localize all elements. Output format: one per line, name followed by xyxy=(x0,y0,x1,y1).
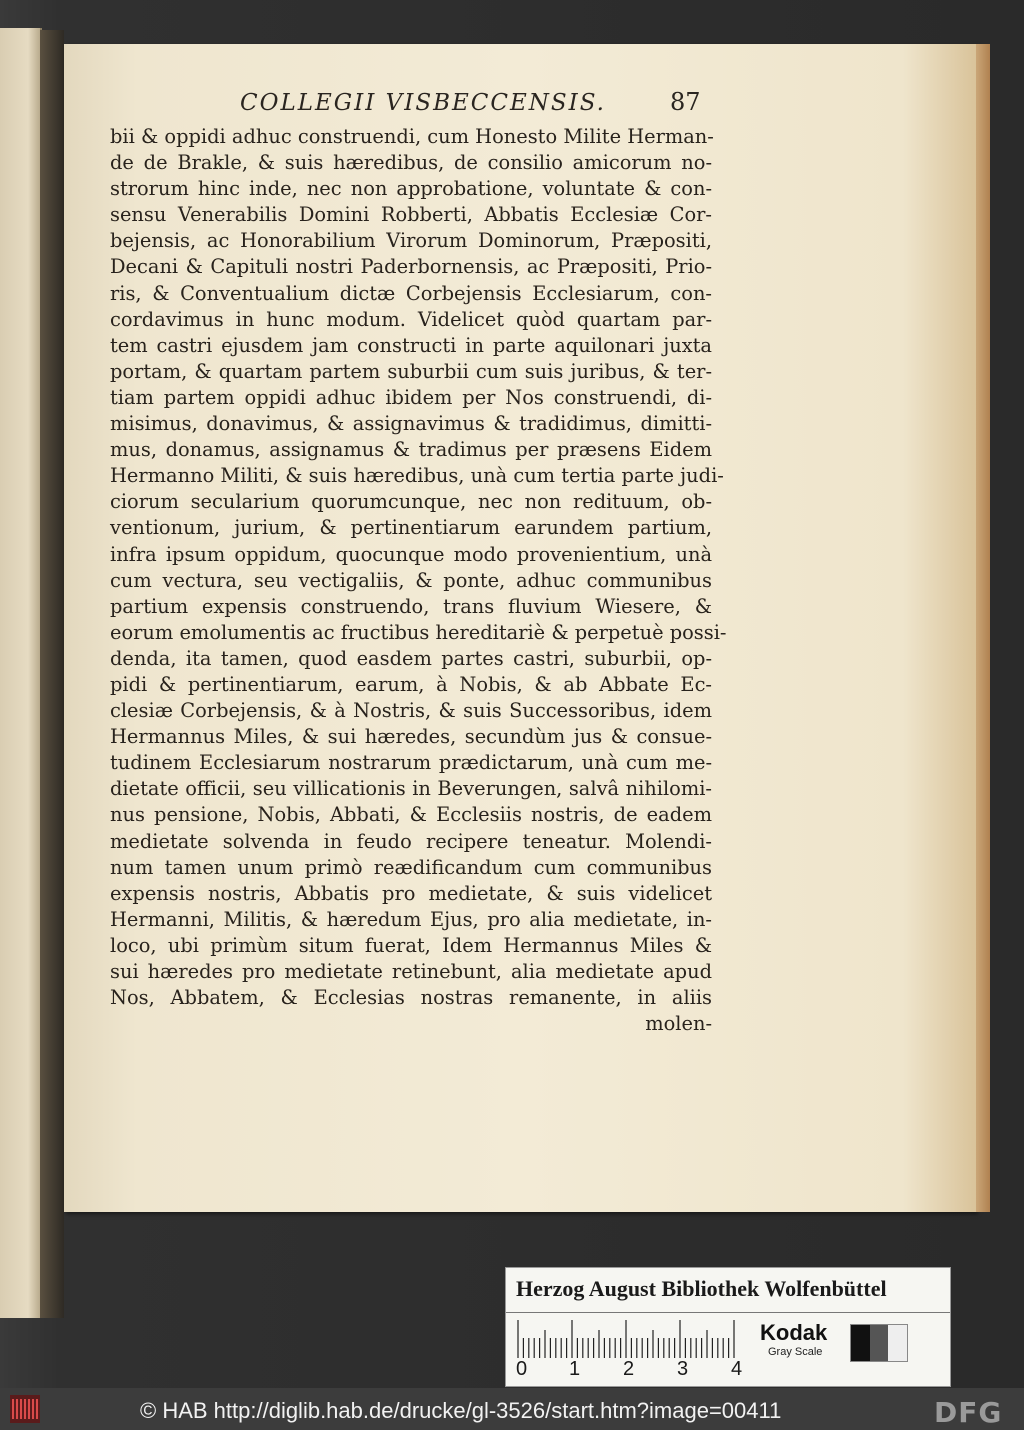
ruler-numbers xyxy=(516,1358,756,1382)
text-line: cordavimus in hunc modum. Videlicet quòd quartam par- xyxy=(110,307,712,331)
gray-scale-patches xyxy=(850,1324,908,1362)
hab-logo-icon xyxy=(10,1395,40,1423)
text-line: ciorum secularium quorumcunque, nec non redituum, ob- xyxy=(110,490,712,514)
text-line: denda, ita tamen, quod easdem partes castri, suburbii, op- xyxy=(110,646,712,670)
body-text xyxy=(110,124,727,1037)
text-line: tudinem Ecclesiarum nostrarum prædictarum, unà cum me- xyxy=(110,751,712,775)
page-number: 87 xyxy=(670,88,701,116)
kodak-logo: Kodak xyxy=(760,1320,828,1345)
text-line: Decani & Capituli nostri Paderbornensis, ac Præpositi, Prio- xyxy=(110,255,712,279)
running-head: COLLEGII VISBECCENSIS. xyxy=(240,90,606,116)
text-line: clesiæ Corbejensis, & à Nostris, & suis Successoribus, idem xyxy=(110,699,712,723)
text-line: dietate officii, seu villicationis in Beverungen, salvâ nihilomi- xyxy=(110,777,712,801)
text-line: expensis nostris, Abbatis pro medietate, & suis videlicet xyxy=(110,881,712,905)
text-line: tem castri ejusdem jam constructi in parte aquilonari juxta xyxy=(110,333,712,357)
text-line: ris, & Conventualium dictæ Corbejensis Ecclesiarum, con- xyxy=(110,281,712,305)
text-line: ventionum, jurium, & pertinentiarum earundem partium, xyxy=(110,516,712,540)
library-color-target-label xyxy=(505,1267,951,1387)
page-fore-edge xyxy=(976,44,990,1212)
previous-page-edge xyxy=(0,28,42,1318)
ruler-scale xyxy=(516,1318,748,1358)
gutter-shadow xyxy=(40,30,64,1318)
text-line: Nos, Abbatem, & Ecclesias nostras remanente, in aliis xyxy=(110,986,712,1010)
text-line: loco, ubi primùm situm fuerat, Idem Hermannus Miles & xyxy=(110,933,712,957)
ruler-number: 1 xyxy=(569,1358,581,1380)
text-line: cum vectura, seu vectigaliis, & ponte, adhuc communibus xyxy=(110,568,712,592)
text-line: bejensis, ac Honorabilium Virorum Dominorum, Præpositi, xyxy=(110,229,712,253)
copyright-url[interactable]: © HAB http://diglib.hab.de/drucke/gl-3526/start.htm?image=00411 xyxy=(140,1398,782,1423)
text-line: tiam partem oppidi adhuc ibidem per Nos construendi, di- xyxy=(110,385,712,409)
dfg-logo: DFG xyxy=(934,1396,1003,1429)
ruler-number: 3 xyxy=(677,1358,689,1380)
text-line: misimus, donavimus, & assignavimus & tradidimus, dimitti- xyxy=(110,412,712,436)
text-line: pidi & pertinentiarum, earum, à Nobis, & ab Abbate Ec- xyxy=(110,672,712,696)
kodak-subtitle: Gray Scale xyxy=(768,1346,823,1358)
text-line: Hermannus Miles, & sui hæredes, secundùm jus & consue- xyxy=(110,725,712,749)
text-line: infra ipsum oppidum, quocunque modo provenientium, unà xyxy=(110,542,712,566)
text-line: bii & oppidi adhuc construendi, cum Honesto Milite Herman- xyxy=(110,125,714,148)
ruler-number: 0 xyxy=(516,1358,528,1380)
text-line: nus pensione, Nobis, Abbati, & Ecclesiis nostris, de eadem xyxy=(110,803,712,827)
text-line: num tamen unum primò reædificandum cum communibus xyxy=(110,855,712,879)
text-line: de de Brakle, & suis hæredibus, de consilio amicorum no- xyxy=(110,151,712,175)
library-name: Herzog August Bibliothek Wolfenbüttel xyxy=(516,1276,887,1301)
label-divider xyxy=(506,1312,950,1313)
text-line: eorum emolumentis ac fructibus hereditariè & perpetuè possi- xyxy=(110,620,727,644)
ruler-number: 4 xyxy=(731,1358,743,1380)
text-line: medietate solvenda in feudo recipere teneatur. Molendi- xyxy=(110,829,712,853)
text-line: portam, & quartam partem suburbii cum suis juribus, & ter- xyxy=(110,359,712,383)
text-line: sui hæredes pro medietate retinebunt, alia medietate apud xyxy=(110,960,712,983)
ruler-number: 2 xyxy=(623,1358,635,1380)
text-line: Hermanno Militi, & suis hæredibus, unà cum tertia parte judi- xyxy=(110,464,724,488)
text-line: partium expensis construendo, trans fluvium Wiesere, & xyxy=(110,594,712,618)
text-line: strorum hinc inde, nec non approbatione, voluntate & con- xyxy=(110,177,712,201)
text-line: Hermanni, Militis, & hæredum Ejus, pro alia medietate, in- xyxy=(110,907,712,931)
text-line: sensu Venerabilis Domini Robberti, Abbatis Ecclesiæ Cor- xyxy=(110,203,712,227)
text-line: mus, donamus, assignamus & tradimus per præsens Eidem xyxy=(110,438,712,462)
text-line: molen- xyxy=(645,1012,712,1036)
